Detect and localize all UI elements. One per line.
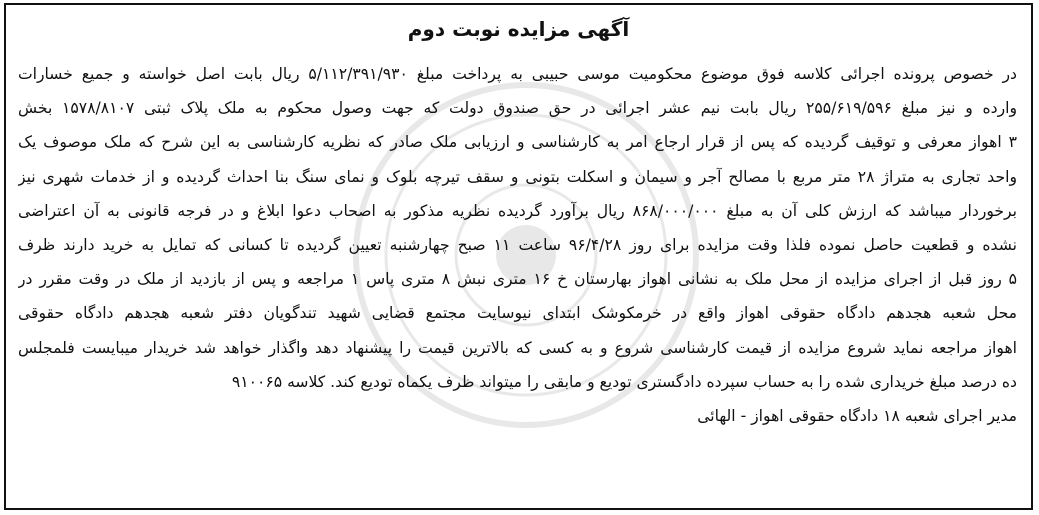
notice-line: وارده و نیز مبلغ ۲۵۵/۶۱۹/۵۹۶ ریال بابت نیم عشر اجرائی در حق صندوق دولت که جهت وصول محکوم به ملک پلاک ثبتی ۱۵۷۸/۸۱۰۷ بخش bbox=[18, 99, 1017, 118]
notice-line: محل شعبه هجدهم دادگاه حقوقی اهواز واقع در خرمکوشک ابتدای نیوسایت مجتمع قضایی شهید تندگویان دفتر شعبه هجدهم دادگاه حقوقی bbox=[18, 304, 1017, 323]
notice-line: نشده و قطعیت حاصل نموده فلذا وقت مزایده برای روز ۹۶/۴/۲۸ ساعت ۱۱ صبح چهارشنبه تعیین گردیده تا کسانی که تمایل به خرید دارند ظرف bbox=[18, 235, 1017, 254]
notice-line: ده درصد مبلغ خریداری شده را به حساب سپرده دادگستری تودیع و مابقی را میتواند ظرف یکماه تودیع کند. کلاسه ۹۱۰۰۶۵ bbox=[231, 372, 1017, 391]
notice-line: واحد تجاری به متراژ ۲۸ متر مربع با مصالح آجر و سیمان و اسکلت بتونی و سقف تیرچه بلوک و نمای سنگ بنا احداث گردیده و از خدمات شهری نیز bbox=[18, 167, 1017, 186]
notice-title: آگهی مزایده نوبت دوم bbox=[407, 17, 630, 41]
notice-line: در خصوص پرونده اجرائی کلاسه فوق موضوع محکومیت موسی حبیبی به پرداخت مبلغ ۵/۱۱۲/۳۹۱/۹۳۰ ریال بابت اصل خواسته و جمیع خسارات bbox=[18, 65, 1017, 83]
notice-frame bbox=[4, 3, 1033, 510]
notice-line: ۵ روز قبل از اجرای مزایده از محل ملک به نشانی اهواز بهارستان خ ۱۶ متری نبش ۸ متری پاس ۱ مراجعه و پس از بازدید از ملک در وقت مقرر در bbox=[18, 270, 1017, 289]
notice-body bbox=[18, 57, 1017, 433]
notice-line: برخوردار میباشد که ارزش کلی آن به مبلغ ۸۶۸/۰۰۰/۰۰۰ ریال برآورد گردیده نظریه مذکور به اصحاب دعوا ابلاغ و در فرجه قانونی به آن اعتراضی bbox=[18, 201, 1017, 220]
notice-line: اهواز مراجعه نماید شروع مزایده از قیمت کارشناسی شروع و به کسی که بالاترین قیمت را پیشنهاد دهد واگذار خواهد شد خریدار میبایست فلمجلس bbox=[18, 338, 1017, 357]
notice-signature: مدیر اجرای شعبه ۱۸ دادگاه حقوقی اهواز - الهائی bbox=[697, 406, 1017, 425]
notice-line: ۳ اهواز معرفی و توقیف گردیده که پس از قرار ارجاع امر به کارشناسی و ارزیابی ملک صادر که نظریه کارشناسی به این شرح که ملک موصوف یک bbox=[18, 133, 1017, 152]
